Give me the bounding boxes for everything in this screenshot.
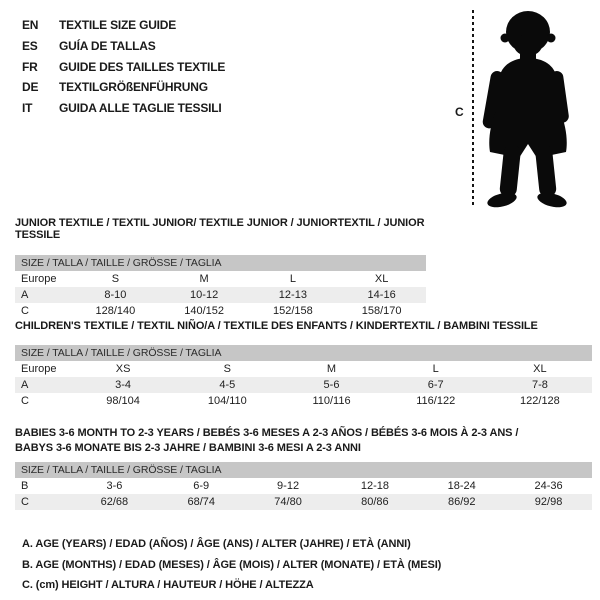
junior-table-title: JUNIOR TEXTILE / TEXTIL JUNIOR/ TEXTILE JUNIOR / JUNIORTEXTIL / JUNIOR TESSILE [15,217,425,241]
language-row-de [22,77,225,98]
language-title: GUIDA ALLE TAGLIE TESSILI [59,101,222,116]
size-cell: L [432,363,439,375]
age-cell: 6-7 [427,379,444,391]
babies-title-line1: BABIES 3-6 MONTH TO 2-3 YEARS / BEBÉS 3-6 MESES A 2-3 AÑOS / BÉBÉS 3-6 MOIS À 2-3 ANS / [15,427,519,439]
height-cell: 158/170 [361,305,402,317]
table-row-age [15,377,592,393]
table-row-europe [15,271,426,287]
row-label: Europe [21,363,57,375]
age-cell: 3-4 [115,379,132,391]
height-measure-label: C [455,105,464,119]
height-cell: 62/68 [100,496,129,508]
height-cell: 80/86 [361,496,389,508]
babies-textile-section [15,426,592,510]
height-cell: 128/140 [95,305,136,317]
height-measure-line [472,10,474,205]
table-row-age-months [15,478,592,494]
height-cell: 152/158 [272,305,313,317]
age-cell: 9-12 [277,480,300,492]
language-code: EN [22,18,39,33]
size-cell: M [326,363,337,375]
babies-title-line2: BABYS 3-6 MONATE BIS 2-3 JAHRE / BAMBINI 3-6 MESI A 2-3 ANNI [15,442,361,454]
size-cell: S [111,273,120,285]
row-label: C [21,395,29,407]
legend-notes [22,534,441,596]
table-row-height [15,303,426,319]
size-header-band: SIZE / TALLA / TAILLE / GRÖSSE / TAGLIA [15,462,592,478]
language-row-fr [22,56,225,77]
size-cell: XS [115,363,131,375]
size-cell: S [223,363,231,375]
row-label: C [21,496,29,508]
language-title: TEXTILGRÖßENFÜHRUNG [59,80,208,95]
babies-table-title [15,426,592,456]
row-label: Europe [21,273,57,285]
age-cell: 18-24 [447,480,476,492]
language-row-it [22,98,225,119]
junior-size-table [15,255,426,319]
junior-textile-section [15,217,426,319]
language-title: GUÍA DE TALLAS [59,39,156,54]
children-table-title: CHILDREN'S TEXTILE / TEXTIL NIÑO/A / TEXTILE DES ENFANTS / KINDERTEXTIL / BAMBINI TESSILE [15,320,538,332]
language-list [22,15,225,118]
language-code: FR [22,59,38,74]
height-cell: 104/110 [207,395,247,407]
table-row-europe [15,361,592,377]
row-label: A [21,289,29,301]
height-cell: 122/128 [520,395,560,407]
children-size-table [15,345,592,409]
height-cell: 116/122 [416,395,456,407]
height-cell: 98/104 [106,395,140,407]
babies-size-table [15,462,592,510]
language-title: GUIDE DES TAILLES TEXTILE [59,59,226,74]
language-code: IT [22,101,33,116]
size-header-band: SIZE / TALLA / TAILLE / GRÖSSE / TAGLIA [15,345,592,361]
age-cell: 12-13 [278,289,307,301]
age-cell: 12-18 [360,480,389,492]
table-row-height [15,494,592,510]
age-cell: 10-12 [190,289,219,301]
height-cell: 110/116 [312,395,351,407]
legend-note-a: A. AGE (YEARS) / EDAD (AÑOS) / ÂGE (ANS) / ALTER (JAHRE) / ETÀ (ANNI) [22,538,411,550]
legend-note-b: B. AGE (MONTHS) / EDAD (MESES) / ÂGE (MOIS) / ALTER (MONATE) / ETÀ (MESI) [22,558,442,571]
baby-silhouette-icon [481,9,573,209]
table-row-height [15,393,592,409]
language-code: DE [22,80,39,95]
size-cell: M [199,273,209,285]
height-cell: 68/74 [187,496,215,508]
age-cell: 8-10 [104,289,127,301]
age-cell: 6-9 [193,480,210,492]
legend-note-c: C. (cm) HEIGHT / ALTURA / HAUTEUR / HÖHE / ALTEZZA [22,579,314,591]
height-cell: 140/152 [184,305,224,317]
age-cell: 4-5 [219,379,236,391]
age-cell: 14-16 [367,289,396,301]
row-label: C [21,305,29,317]
age-cell: 5-6 [323,379,340,391]
size-cell: XL [374,273,389,285]
age-cell: 24-36 [534,480,563,492]
language-row-en [22,15,225,36]
size-cell: XL [533,363,547,375]
height-cell: 92/98 [534,496,563,508]
children-textile-section [15,320,592,409]
size-cell: L [289,273,296,285]
language-title: TEXTILE SIZE GUIDE [59,18,177,33]
row-label: A [21,379,29,391]
age-cell: 3-6 [106,480,123,492]
row-label: B [21,480,29,492]
height-cell: 86/92 [447,496,476,508]
table-row-age [15,287,426,303]
age-cell: 7-8 [531,379,548,391]
language-row-es [22,36,225,57]
language-code: ES [22,39,38,54]
size-header-band: SIZE / TALLA / TAILLE / GRÖSSE / TAGLIA [15,255,426,271]
height-cell: 74/80 [274,496,302,508]
